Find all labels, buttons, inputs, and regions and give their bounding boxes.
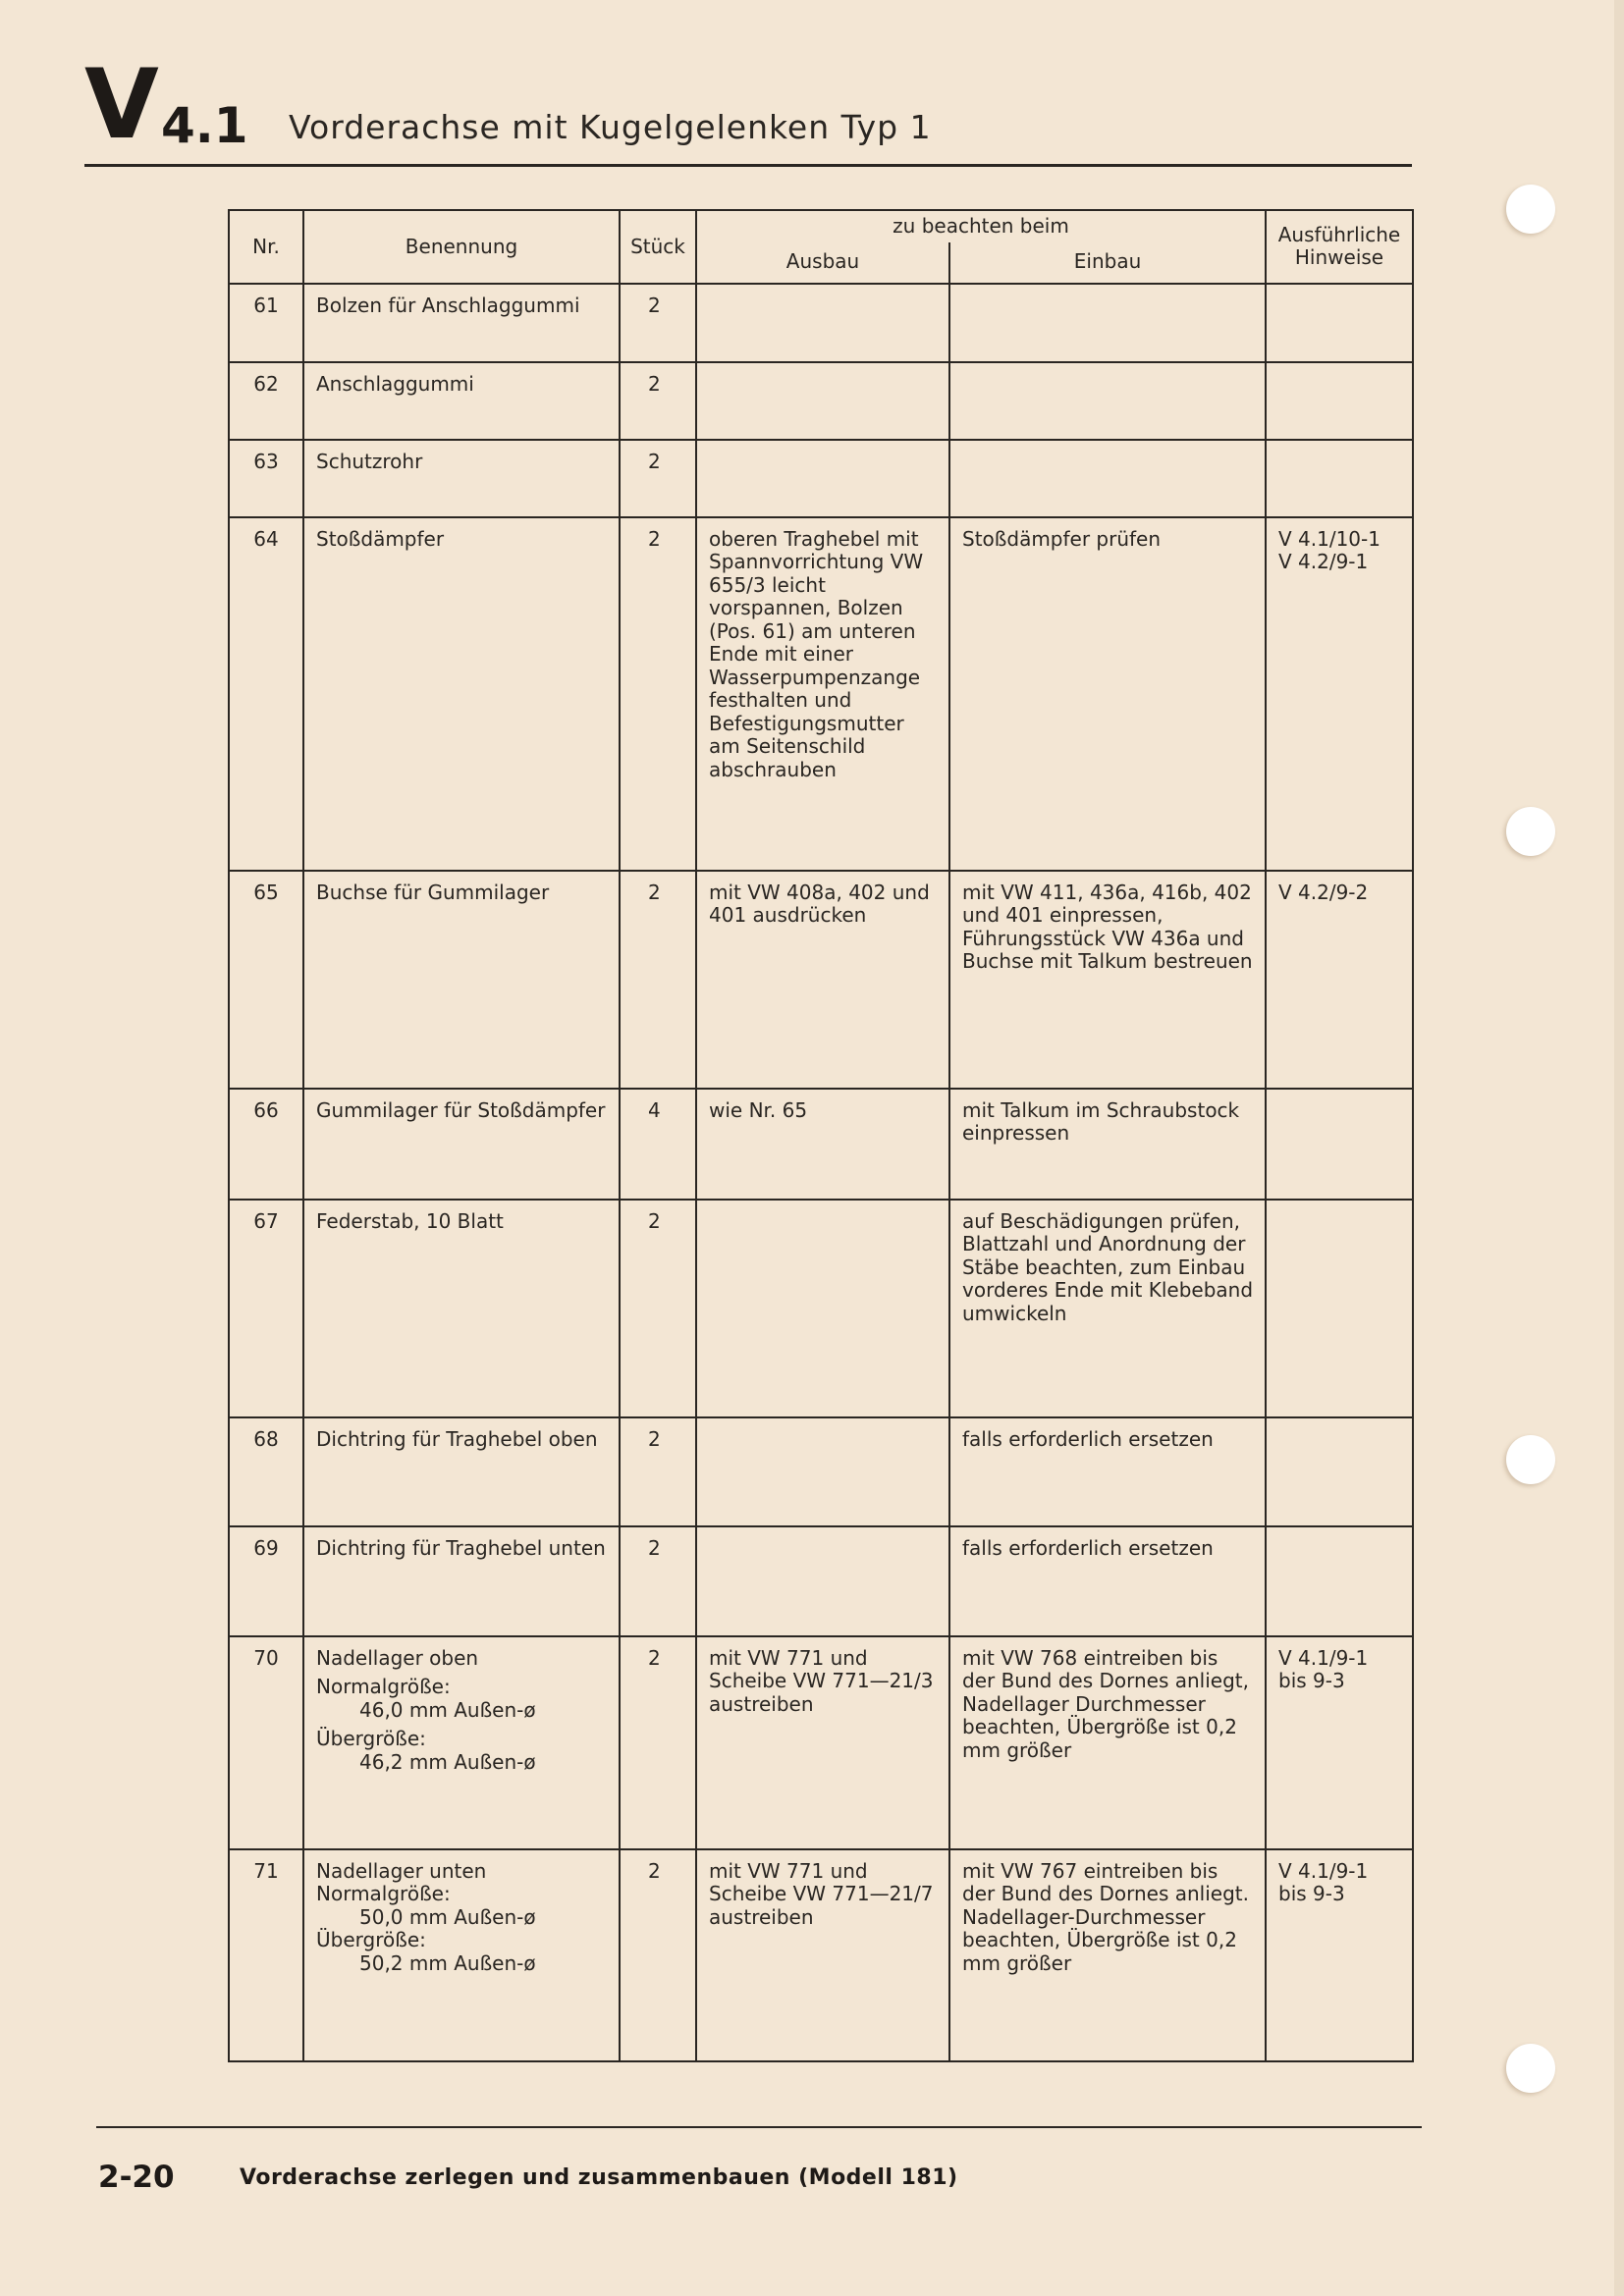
row-ausbau: mit VW 771 und Scheibe VW 771—21/7 austreiben — [696, 1849, 949, 2061]
table-row — [229, 1089, 1413, 1200]
row-nr: 67 — [229, 1200, 303, 1417]
row-einbau: mit VW 411, 436a, 416b, 402 und 401 einpressen, Führungsstück VW 436a und Buchse mit Talkum bestreuen — [949, 871, 1266, 1089]
header-benennung: Benennung — [303, 210, 620, 284]
row-stueck: 4 — [620, 1089, 696, 1200]
row-benennung — [303, 1636, 620, 1849]
row-benennung: Federstab, 10 Blatt — [303, 1200, 620, 1417]
punch-hole-3 — [1506, 1435, 1555, 1484]
row-nr: 71 — [229, 1849, 303, 2061]
row-hinweise — [1266, 1417, 1413, 1526]
page-number: 2-20 — [98, 2160, 175, 2195]
row-normal-label: Normalgröße: — [316, 1882, 451, 1905]
row-hinweise — [1266, 440, 1413, 517]
page-title: Vorderachse mit Kugelgelenken Typ 1 — [289, 108, 932, 146]
row-benennung-title: Nadellager oben — [316, 1645, 479, 1670]
row-benennung: Dichtring für Traghebel unten — [303, 1526, 620, 1636]
table-row — [229, 1417, 1413, 1526]
row-ausbau — [696, 1526, 949, 1636]
row-nr: 65 — [229, 871, 303, 1089]
row-ausbau: mit VW 771 und Scheibe VW 771—21/3 austreiben — [696, 1636, 949, 1849]
row-einbau: falls erforderlich ersetzen — [949, 1526, 1266, 1636]
row-over-value: 46,2 mm Außen-ø — [359, 1749, 536, 1774]
table-row — [229, 1200, 1413, 1417]
table-row — [229, 1526, 1413, 1636]
row-over-value: 50,2 mm Außen-ø — [359, 1950, 536, 1975]
row-ausbau — [696, 1200, 949, 1417]
row-stueck: 2 — [620, 1417, 696, 1526]
header-stueck: Stück — [620, 210, 696, 284]
row-ausbau: mit VW 408a, 402 und 401 ausdrücken — [696, 871, 949, 1089]
row-nr: 64 — [229, 517, 303, 871]
row-hinweise — [1266, 284, 1413, 362]
row-einbau: mit Talkum im Schraubstock einpressen — [949, 1089, 1266, 1200]
row-nr: 61 — [229, 284, 303, 362]
row-einbau: mit VW 768 eintreiben bis der Bund des Dornes anliegt, Nadellager Durchmesser beachten, Übergröße ist 0,2 mm größer — [949, 1636, 1266, 1849]
row-stueck: 2 — [620, 362, 696, 440]
section-letter: V — [84, 49, 156, 161]
row-hinweise — [1266, 362, 1413, 440]
row-hinweise — [1266, 1526, 1413, 1636]
row-benennung: Anschlaggummi — [303, 362, 620, 440]
row-over-label: Übergröße: — [316, 1928, 426, 1951]
header-nr: Nr. — [229, 210, 303, 284]
row-over-label: Übergröße: — [316, 1727, 426, 1750]
row-ausbau — [696, 284, 949, 362]
row-benennung: Bolzen für Anschlaggummi — [303, 284, 620, 362]
header-rule — [84, 164, 1412, 167]
header-zu-beachten: zu beachten beim — [696, 210, 1266, 242]
punch-hole-1 — [1506, 185, 1555, 234]
table-row — [229, 1849, 1413, 2061]
row-normal-value: 46,0 mm Außen-ø — [359, 1697, 536, 1722]
row-einbau — [949, 362, 1266, 440]
row-stueck: 2 — [620, 1636, 696, 1849]
row-benennung: Gummilager für Stoßdämpfer — [303, 1089, 620, 1200]
header-einbau: Einbau — [949, 242, 1266, 284]
table-row — [229, 440, 1413, 517]
row-einbau — [949, 440, 1266, 517]
footer-rule — [96, 2126, 1422, 2128]
row-benennung: Dichtring für Traghebel oben — [303, 1417, 620, 1526]
row-hinweise: V 4.1/9-1 bis 9-3 — [1266, 1849, 1413, 2061]
row-nr: 62 — [229, 362, 303, 440]
row-hinweise: V 4.2/9-2 — [1266, 871, 1413, 1089]
row-ausbau — [696, 440, 949, 517]
row-ausbau: oberen Traghebel mit Spannvorrichtung VW 655/3 leicht vorspannen, Bolzen (Pos. 61) am unteren Ende mit einer Wasserpumpenzange festhalten und Befestigungsmutter am Seitenschild abschrauben — [696, 517, 949, 871]
row-stueck: 2 — [620, 284, 696, 362]
row-einbau — [949, 284, 1266, 362]
row-stueck: 2 — [620, 440, 696, 517]
header-hinweise: Ausführliche Hinweise — [1266, 210, 1413, 284]
row-hinweise — [1266, 1200, 1413, 1417]
punch-hole-2 — [1506, 807, 1555, 856]
punch-hole-4 — [1506, 2044, 1555, 2093]
page-edge — [1614, 0, 1624, 2296]
row-nr: 63 — [229, 440, 303, 517]
parts-table — [228, 209, 1414, 2062]
row-stueck: 2 — [620, 517, 696, 871]
row-ausbau — [696, 362, 949, 440]
row-benennung: Buchse für Gummilager — [303, 871, 620, 1089]
row-einbau: auf Beschädigungen prüfen, Blattzahl und Anordnung der Stäbe beachten, zum Einbau vorderes Ende mit Klebeband umwickeln — [949, 1200, 1266, 1417]
row-stueck: 2 — [620, 1200, 696, 1417]
row-normal-label: Normalgröße: — [316, 1675, 451, 1698]
row-ausbau — [696, 1417, 949, 1526]
row-benennung — [303, 1849, 620, 2061]
row-einbau: Stoßdämpfer prüfen — [949, 517, 1266, 871]
row-stueck: 2 — [620, 871, 696, 1089]
row-stueck: 2 — [620, 1849, 696, 2061]
section-number: 4.1 — [161, 97, 248, 154]
row-nr: 66 — [229, 1089, 303, 1200]
row-nr: 70 — [229, 1636, 303, 1849]
row-hinweise — [1266, 1089, 1413, 1200]
footer-title: Vorderachse zerlegen und zusammenbauen (Modell 181) — [240, 2165, 958, 2190]
table-row — [229, 1636, 1413, 1849]
row-nr: 68 — [229, 1417, 303, 1526]
table-row — [229, 871, 1413, 1089]
row-benennung: Schutzrohr — [303, 440, 620, 517]
table-row — [229, 284, 1413, 362]
header-ausbau: Ausbau — [696, 242, 949, 284]
row-nr: 69 — [229, 1526, 303, 1636]
row-ausbau: wie Nr. 65 — [696, 1089, 949, 1200]
row-einbau: falls erforderlich ersetzen — [949, 1417, 1266, 1526]
row-stueck: 2 — [620, 1526, 696, 1636]
row-hinweise: V 4.1/9-1 bis 9-3 — [1266, 1636, 1413, 1849]
row-hinweise: V 4.1/10-1 V 4.2/9-1 — [1266, 517, 1413, 871]
table-row — [229, 362, 1413, 440]
row-benennung: Stoßdämpfer — [303, 517, 620, 871]
row-einbau: mit VW 767 eintreiben bis der Bund des Dornes anliegt. Nadellager-Durchmesser beachten, Übergröße ist 0,2 mm größer — [949, 1849, 1266, 2061]
row-normal-value: 50,0 mm Außen-ø — [359, 1904, 536, 1929]
row-benennung-title: Nadellager unten — [316, 1858, 487, 1883]
table-row — [229, 517, 1413, 871]
